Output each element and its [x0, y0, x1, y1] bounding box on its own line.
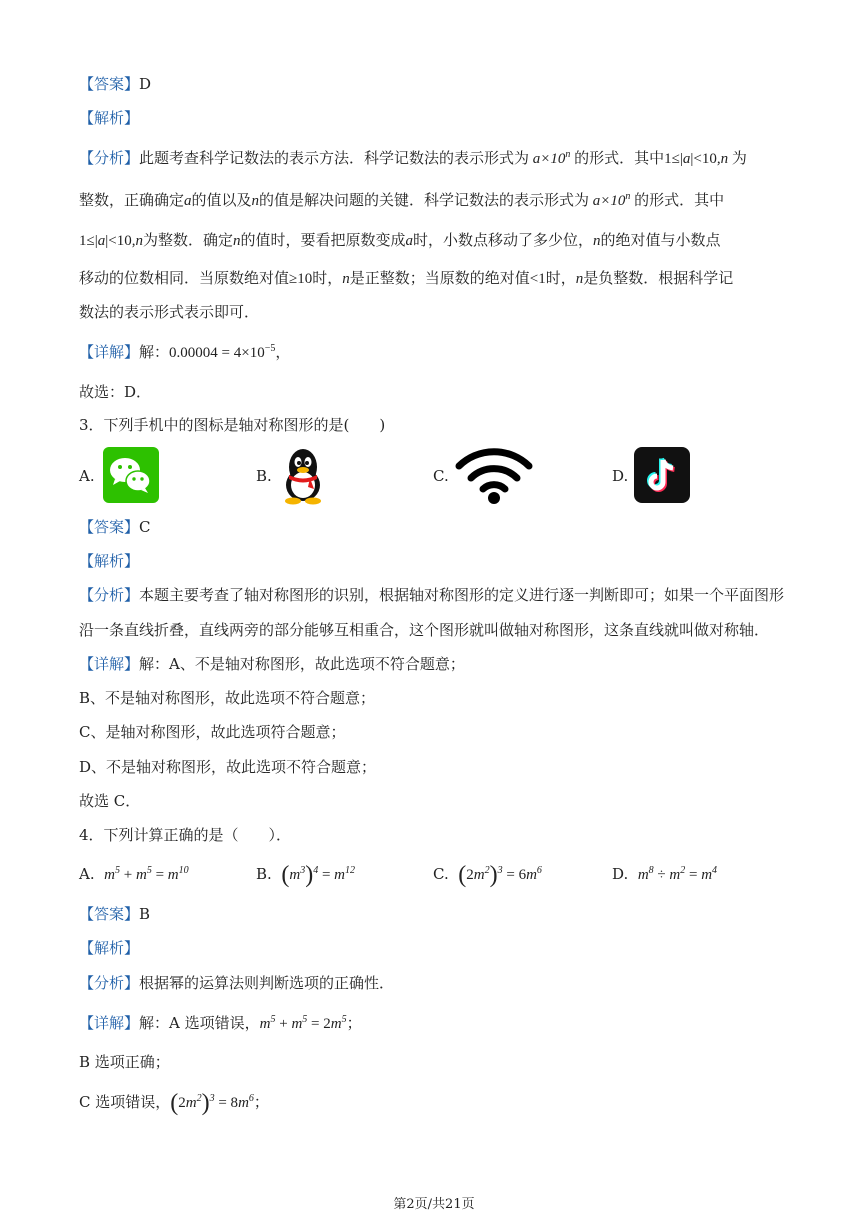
- answer-tag: 【答案】: [79, 75, 140, 93]
- q4-detail-line-1: 【详解】解：A 选项错误，$m^5 + m^5 = 2m^5$；: [79, 1014, 362, 1032]
- formula: $(2m^2)^3 = 8m^6$: [170, 1090, 254, 1116]
- q2-detail-line: 【详解】解：$0.00004 = 4\times 10^{-5}$，: [79, 343, 291, 361]
- q2-fenxi-line-3: 1≤|a|<10,n为整数．确定n的值时，要看把原数变成a时，小数点移动了多少位，n的绝对值与小数点: [79, 231, 721, 249]
- qq-penguin-icon: [280, 447, 326, 509]
- q3-detail-line-4: D、不是轴对称图形，故此选项不符合题意；: [79, 758, 377, 776]
- tiktok-icon: [634, 447, 690, 507]
- q3-detail-line-3: C、是轴对称图形，故此选项符合题意；: [79, 723, 346, 741]
- formula: $m^8 \div m^2 = m^4$: [637, 865, 718, 883]
- formula: a: [184, 193, 192, 209]
- q4-analysis-tag: 【解析】: [79, 939, 140, 957]
- page-footer: 第2页/共21页: [393, 1197, 475, 1212]
- formula: n: [232, 233, 241, 249]
- q2-answer-line: [79, 74, 151, 94]
- q4-option-a: A. $m^5 + m^5 = m^{10}$: [79, 865, 189, 883]
- formula: n: [575, 271, 584, 287]
- q4-answer-line: 【答案】B: [79, 905, 151, 923]
- formula: <1: [529, 271, 546, 287]
- q3-fenxi-line-2: 沿一条直线折叠，直线两旁的部分能够互相重合，这个图形就叫做轴对称图形，这条直线就叫做对称轴．: [79, 621, 770, 639]
- q3-answer-line: 【答案】C: [79, 518, 151, 536]
- formula: ≥10: [289, 271, 313, 287]
- formula: n: [251, 193, 260, 209]
- q2-fenxi-line-5: 数法的表示形式表示即可．: [79, 303, 260, 321]
- q4-detail-line-3: C 选项错误，$(2m^2)^3 = 8m^6$；: [79, 1090, 269, 1116]
- formula: $a\times 10^n$: [589, 191, 631, 209]
- q3-analysis-tag: 【解析】: [79, 552, 140, 570]
- q4-option-b: B. $(m^3)^4 = m^{12}$: [256, 862, 355, 888]
- q2-fenxi-line-1: 【分析】此题考查科学记数法的表示方法．科学记数法的表示形式为 $a\times 10^n$ 的形式．其中1≤|a|<10,n 为: [79, 149, 747, 167]
- q2-fenxi-line-2: 整数，正确确定a的值以及n的值是解决问题的关键．科学记数法的表示形式为 $a\times 10^n$ 的形式．其中: [79, 191, 725, 209]
- formula: a: [405, 233, 413, 249]
- q3-fenxi-line-1: 【分析】本题主要考查了轴对称图形的识别，根据轴对称图形的定义进行逐一判断即可；如果一个平面图形: [79, 586, 785, 604]
- formula: n: [342, 271, 350, 287]
- formula: 1≤|a|<10,n: [79, 233, 143, 249]
- formula: n: [593, 233, 601, 249]
- formula: $m^5 + m^5 = m^{10}$: [104, 865, 189, 883]
- q2-choose: 故选：D．: [79, 383, 152, 401]
- q3-choose: 故选 C．: [79, 792, 141, 810]
- q4-stem: 4．下列计算正确的是（ ）．: [79, 826, 292, 844]
- q3-stem: 3．下列手机中的图标是轴对称图形的是( ): [79, 416, 386, 434]
- q3-option-d-label: D.: [612, 467, 629, 485]
- q4-option-c: C. $(2m^2)^3 = 6m^6$: [433, 862, 542, 888]
- q2-analysis-tag: 【解析】: [79, 109, 140, 127]
- formula: $a\times 10^n$: [529, 149, 571, 167]
- q3-detail-line-2: B、不是轴对称图形，故此选项不符合题意；: [79, 689, 376, 707]
- q4-option-d: D. $m^8 \div m^2 = m^4$: [612, 865, 718, 883]
- wechat-icon: [103, 447, 159, 507]
- q2-fenxi-line-4: 移动的位数相同．当原数绝对值≥10时，n是正整数；当原数的绝对值<1时，n是负整数．根据科学记: [79, 269, 734, 287]
- q3-detail-line-1: 【详解】解：A、不是轴对称图形，故此选项不符合题意；: [79, 655, 465, 673]
- formula: 1≤|a|<10,n: [664, 151, 732, 167]
- q3-option-a-label: A.: [79, 467, 95, 485]
- formula: $(2m^2)^3 = 6m^6$: [458, 862, 542, 888]
- formula: $(m^3)^4 = m^{12}$: [281, 862, 355, 888]
- wifi-icon: [455, 447, 533, 509]
- formula: 0.00004 = 4×10: [169, 345, 265, 361]
- q3-option-b-label: B.: [256, 467, 272, 485]
- q4-fenxi-line: 【分析】根据幂的运算法则判断选项的正确性．: [79, 974, 395, 992]
- formula: $m^5 + m^5 = 2m^5$: [259, 1014, 347, 1032]
- q3-option-c-label: C.: [433, 467, 449, 485]
- answer-value: D: [139, 75, 152, 93]
- q4-detail-line-2: B 选项正确；: [79, 1053, 170, 1071]
